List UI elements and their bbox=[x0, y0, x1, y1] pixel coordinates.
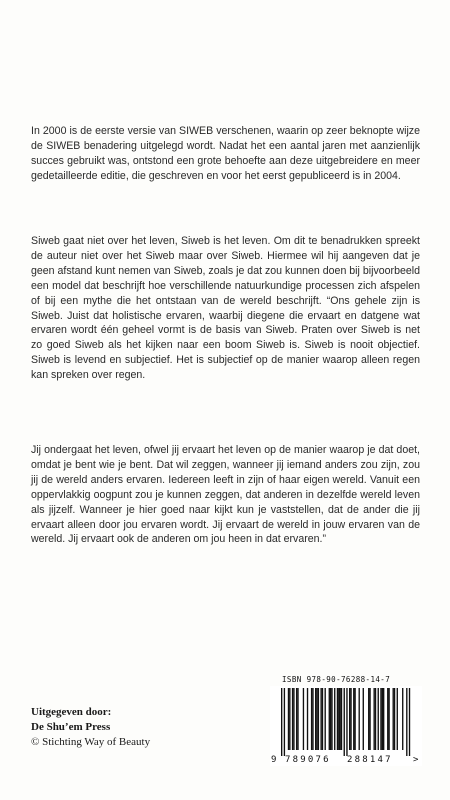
barcode-bar bbox=[322, 688, 323, 750]
barcode-bar bbox=[315, 688, 316, 750]
barcode-bar bbox=[380, 688, 381, 750]
barcode-bar bbox=[359, 688, 360, 750]
barcode-bar bbox=[316, 688, 317, 750]
barcode-bar bbox=[337, 688, 338, 750]
barcode bbox=[270, 686, 422, 766]
barcode-bar bbox=[373, 688, 374, 750]
barcode-bar bbox=[368, 688, 369, 750]
barcode-right-digits: 288147 bbox=[347, 755, 393, 765]
barcode-bar bbox=[369, 688, 370, 750]
barcode-bar bbox=[281, 688, 282, 756]
barcode-bar bbox=[311, 688, 312, 750]
barcode-quiet-mark: > bbox=[413, 755, 419, 765]
barcode-bar bbox=[288, 688, 289, 750]
barcode-bar bbox=[297, 688, 298, 750]
barcode-bar bbox=[318, 688, 319, 750]
barcode-bar bbox=[334, 688, 335, 750]
barcode-bar bbox=[375, 688, 376, 750]
barcode-bar bbox=[383, 688, 384, 750]
publisher-heading: Uitgegeven door: bbox=[31, 706, 112, 718]
barcode-bar bbox=[350, 688, 351, 750]
barcode-bar bbox=[349, 688, 350, 750]
barcode-bar bbox=[397, 688, 398, 750]
barcode-bar bbox=[292, 688, 293, 750]
barcode-bar bbox=[296, 688, 297, 750]
barcode-bar bbox=[346, 688, 347, 756]
barcode-bar bbox=[382, 688, 383, 750]
barcode-bar bbox=[339, 688, 340, 750]
publisher-copyright: © Stichting Way of Beauty bbox=[31, 736, 151, 748]
barcode-bar bbox=[325, 688, 326, 750]
barcode-bar bbox=[406, 688, 407, 756]
barcode-bar bbox=[303, 688, 304, 750]
barcode-bar bbox=[402, 688, 403, 750]
barcode-bar bbox=[312, 688, 313, 750]
barcode-bar bbox=[307, 688, 308, 750]
publisher-block bbox=[31, 705, 150, 750]
barcode-bar bbox=[393, 688, 394, 750]
barcode-bar bbox=[289, 688, 290, 750]
barcode-left-digits: 789076 bbox=[285, 755, 331, 765]
barcode-bar bbox=[320, 688, 321, 750]
barcode-bar bbox=[329, 688, 330, 750]
barcode-bar bbox=[387, 688, 388, 750]
barcode-bar bbox=[331, 688, 332, 750]
blurb-paragraph-1: In 2000 is de eerste versie van SIWEB verschenen, waarin op zeer beknopte wijze de SIWEB benadering uitgelegd wordt. Nadat het een aantal jaren met aanzienlijk succes gebruikt was, ontstond een grote behoefte aan deze uitgebreidere en meer gedetailleerde editie, die geschreven en voor het eerst gepubliceerd is in 2004. bbox=[31, 125, 420, 182]
barcode-bar bbox=[354, 688, 355, 750]
publisher-name: De Shu’em Press bbox=[31, 721, 111, 733]
barcode-bar bbox=[338, 688, 339, 750]
blurb-paragraph-2: Siweb gaat niet over het leven, Siweb is het leven. Om dit te benadrukken spreekt de auteur niet over het Siweb maar over Siweb. Hiermee wil hij aangeven dat je geen afstand kunt nemen van Siweb, zoals je dat zou kunnen doen bij bijvoorbeeld een model dat beschrijft hoe verschillende natuurkundige processen zich afspelen of bij een mythe die het ontstaan van de wereld beschrijft. “Ons gehele zijn is Siweb. Juist dat holistische ervaren, waarbij diegene die ervaart en datgene wat ervaren wordt één geheel vormt is de basis van Siweb. Praten over Siweb is net zo goed Siweb als het kijken naar een boom Siweb is. Siweb is nooit objectief. Siweb is levend en subjectief. Het is subjectief op de manier waarop alleen regen kan spreken over regen. bbox=[31, 235, 420, 382]
barcode-bar bbox=[378, 688, 379, 750]
barcode-first-digit: 9 bbox=[271, 755, 277, 765]
barcode-bar bbox=[394, 688, 395, 750]
barcode-bar bbox=[363, 688, 364, 750]
barcode-bar bbox=[409, 688, 410, 756]
barcode-bar bbox=[388, 688, 389, 750]
barcode-bar bbox=[330, 688, 331, 750]
isbn-label: ISBN 978-90-76288-14-7 bbox=[282, 675, 391, 684]
barcode-bar bbox=[293, 688, 294, 750]
barcode-bar bbox=[341, 688, 342, 750]
barcode-bar bbox=[284, 688, 285, 756]
barcode-bar bbox=[344, 688, 345, 756]
blurb-paragraph-3: Jij ondergaat het leven, ofwel jij ervaart het leven op de manier waarop je dat doet, omdat je bent wie je bent. Dat wil zeggen, wanneer jij iemand anders zou zijn, zou jij de wereld anders ervaren. Iedereen leeft in zijn of haar eigen wereld. Vanuit een oppervlakkig oogpunt zou je kunnen zeggen, dat anderen in dezelfde wereld leven als jijzelf. Wanneer je hier goed naar kijkt kun je vaststellen, dat de ander die jij ervaart alleen door jou ervaren wordt. Jij ervaart de wereld in jouw ervaren van de wereld. Jij ervaart ook de anderen om jou heen in dat ervaren.” bbox=[31, 444, 420, 546]
barcode-bar bbox=[353, 688, 354, 750]
